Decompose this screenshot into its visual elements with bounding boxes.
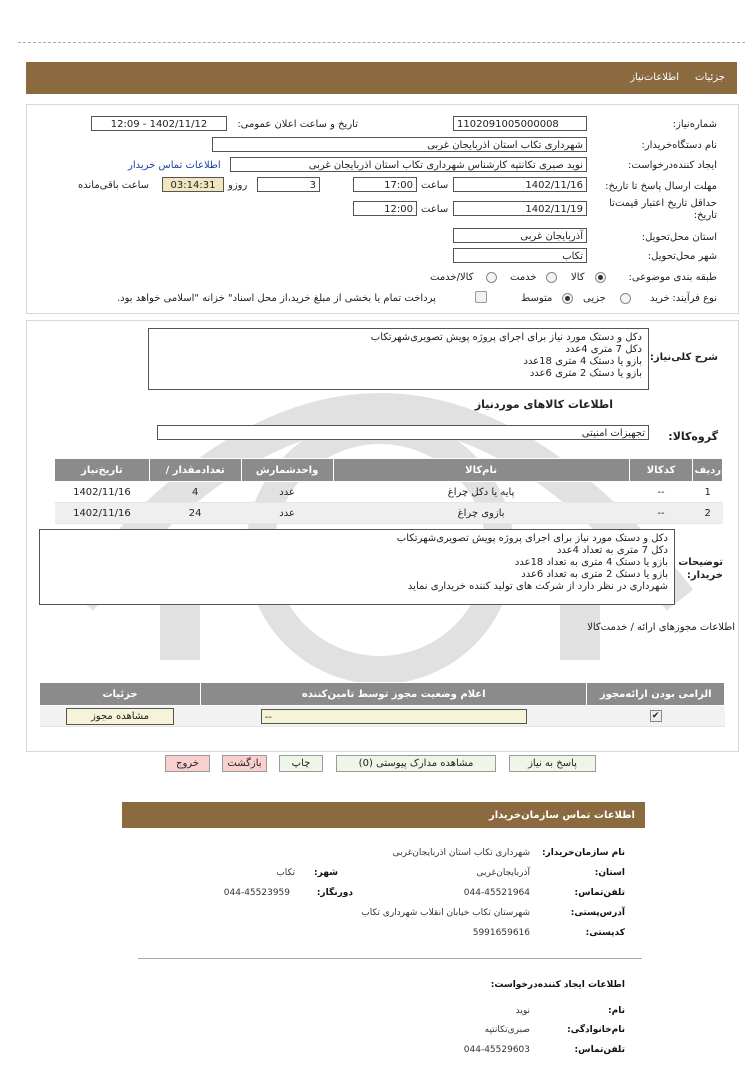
contact-province-label: استان:	[594, 868, 625, 878]
attachments-button[interactable]: مشاهده مدارک پیوستی (0)	[336, 755, 496, 772]
announce-label: تاریخ و ساعت اعلان عمومی:	[237, 119, 358, 130]
col-code: کدکالا	[629, 459, 693, 482]
process-medium-radio[interactable]	[562, 293, 573, 304]
fax-label: دورنگار:	[316, 888, 353, 898]
org-label: نام سازمان‌خریدار:	[541, 848, 625, 858]
contact-header	[122, 802, 645, 828]
contact-city-label: شهر:	[314, 868, 338, 878]
category-goods-label: کالا	[571, 272, 585, 283]
header-bar	[26, 62, 737, 94]
table-row	[40, 706, 725, 727]
category-both-radio[interactable]	[486, 272, 497, 283]
group-label: گروه‌کالا:	[668, 430, 718, 443]
cell-unit: عدد	[241, 482, 333, 503]
deadline-label: مهلت ارسال پاسخ تا تاریخ:	[605, 181, 717, 192]
address-label: آدرس‌پستی:	[570, 908, 625, 918]
notes-line: شهرداری در نظر دارد از شرکت های تولید کننده خریداری نماید	[407, 581, 668, 592]
need-number-label: شماره‌نیاز:	[672, 119, 717, 130]
goods-table	[54, 458, 723, 524]
notes-line: دکل و دستک مورد نیاز برای اجرای پروژه پویش تصویری‌شهرتکاب	[396, 533, 668, 544]
category-service-label: خدمت	[510, 272, 537, 283]
print-button[interactable]: چاپ	[279, 755, 323, 772]
permit-status-field: --	[261, 709, 527, 724]
cell-qty: 24	[149, 503, 241, 524]
contact-divider	[138, 958, 642, 959]
contact-province-value: آذربایجان‌غربی	[476, 868, 530, 878]
back-button[interactable]: بازگشت	[222, 755, 267, 772]
phone-value: 044-45521964	[463, 888, 530, 898]
buyer-notes-box	[39, 529, 675, 605]
remaining-label: ساعت باقی‌مانده	[78, 180, 150, 191]
col-permit-details: جزئیات	[40, 683, 201, 706]
summary-box	[148, 328, 649, 390]
cell-name: پایه یا دکل چراغ	[333, 482, 629, 503]
notes-line: بازو یا دستک 4 متری به تعداد 18عدد	[514, 557, 668, 568]
buyer-contact-link[interactable]: اطلاعات تماس خریدار	[128, 160, 221, 171]
summary-line: دکل 7 متری 4عدد	[565, 344, 642, 355]
cell-name: بازوی چراغ	[333, 503, 629, 524]
postal-label: کدپستی:	[585, 928, 625, 938]
summary-line: دکل و دستک مورد نیاز برای اجرای پروژه پویش تصویری‌شهرتکاب	[370, 332, 642, 343]
col-qty: تعدادمقدار /	[149, 459, 241, 482]
process-partial-radio[interactable]	[620, 293, 631, 304]
address-value: شهرستان تکاب خیابان انقلاب شهرداری تکاب	[361, 908, 530, 918]
deadline-date-field: 1402/11/16	[453, 177, 587, 192]
top-divider	[18, 42, 745, 43]
requester-label: ایجاد کننده‌درخواست:	[628, 160, 717, 171]
announce-field: 1402/11/12 - 12:09	[91, 116, 227, 131]
validity-time-field: 12:00	[353, 201, 417, 216]
province-field: آذربایجان غربی	[453, 228, 587, 243]
org-value: شهرداری تکاب استان اذربایجان‌غربی	[392, 848, 530, 858]
exit-button[interactable]: خروج	[165, 755, 210, 772]
fax-value: 044-45523959	[223, 888, 290, 898]
summary-line: بازو یا دستک 2 متری 6عدد	[529, 368, 642, 379]
requester-field: نوید صبری تکانتپه کارشناس شهرداری تکاب استان اذربایجان غربی	[230, 157, 587, 172]
days-label: روزو	[228, 180, 248, 191]
payment-note: پرداخت تمام یا بخشی از مبلغ خرید،از محل اسناد" خزانه "اسلامی خواهد بود.	[117, 293, 436, 304]
tab-need-info[interactable]: اطلاعات‌نیاز	[630, 72, 679, 83]
permit-status-cell	[201, 706, 587, 727]
table-row	[55, 482, 723, 503]
process-buy-label: خرید	[650, 293, 670, 304]
col-name: نام‌کالا	[333, 459, 629, 482]
process-medium-label: متوسط	[521, 293, 553, 304]
tab-details[interactable]: جزئیات	[695, 72, 725, 83]
family-value: صبری‌تکانتپه	[484, 1025, 530, 1035]
notes-line: بازو یا دستک 2 متری به تعداد 6عدد	[521, 569, 668, 580]
payment-checkbox[interactable]	[475, 291, 487, 303]
creator-phone-label: تلفن‌تماس:	[574, 1045, 625, 1055]
col-unit: واحدشمارش	[241, 459, 333, 482]
col-row: ردیف	[693, 459, 723, 482]
creator-title: اطلاعات ایجاد کننده‌درخواست:	[490, 980, 625, 990]
contact-title: اطلاعات تماس سازمان‌خریدار	[488, 810, 635, 821]
validity-date-field: 1402/11/19	[453, 201, 587, 216]
validity-hour-label: ساعت	[421, 204, 449, 215]
group-field: تجهیزات امنیتی	[157, 425, 649, 440]
deadline-hour-label: ساعت	[421, 180, 449, 191]
goods-info-title: اطلاعات کالاهای موردنیاز	[474, 398, 613, 411]
validity-label: حداقل تاریخ اعتبار قیمت‌تا تاریخ:	[609, 198, 717, 221]
need-number-field: 1102091005000008	[453, 116, 587, 131]
province-label: استان محل‌تحویل:	[641, 232, 717, 243]
permits-table	[39, 682, 725, 727]
buyer-org-label: نام دستگاه‌خریدار:	[641, 140, 717, 151]
family-label: نام‌خانوادگی:	[567, 1025, 625, 1035]
col-permit-required: الزامی بودن ارائه‌مجوز	[587, 683, 725, 706]
name-value: نوید	[515, 1006, 530, 1016]
notes-line: دکل 7 متری به تعداد 4عدد	[556, 545, 668, 556]
buyer-notes-label: توضیحات خریدار:	[678, 557, 723, 581]
view-permit-button[interactable]: مشاهده مجوز	[66, 708, 174, 725]
permit-details-cell	[40, 706, 201, 727]
permit-required-checkbox[interactable]: ✔	[650, 710, 662, 722]
category-label: طبقه بندی موضوعی:	[628, 272, 717, 283]
cell-code: --	[629, 503, 693, 524]
summary-line: بازو یا دستک 4 متری 18عدد	[523, 356, 642, 367]
reply-button[interactable]: پاسخ به نیاز	[509, 755, 596, 772]
cell-qty: 4	[149, 482, 241, 503]
postal-value: 5991659616	[472, 928, 530, 938]
cell-date: 1402/11/16	[55, 503, 150, 524]
cell-row: 2	[693, 503, 723, 524]
permit-required-cell	[587, 706, 725, 727]
col-permit-status: اعلام وضعیت مجوز توسط تامین‌کننده	[201, 683, 587, 706]
summary-label: شرح کلی‌نیاز:	[649, 352, 718, 363]
cell-row: 1	[693, 482, 723, 503]
table-row	[55, 503, 723, 524]
cell-unit: عدد	[241, 503, 333, 524]
creator-phone-value: 044-45529603	[463, 1045, 530, 1055]
days-field: 3	[257, 177, 320, 192]
permits-title: اطلاعات مجوزهای ارائه / خدمت‌کالا	[587, 622, 735, 633]
process-label: نوع فرآیند:	[672, 293, 717, 304]
buyer-org-field: شهرداری تکاب استان اذربایجان غربی	[212, 137, 587, 152]
phone-label: تلفن‌تماس:	[574, 888, 625, 898]
contact-city-value: تکاب	[276, 868, 295, 878]
city-field: تکاب	[453, 248, 587, 263]
deadline-time-field: 17:00	[353, 177, 417, 192]
name-label: نام:	[608, 1006, 625, 1016]
process-partial-label: جزیی	[583, 293, 606, 304]
remaining-time: 03:14:31	[162, 177, 224, 192]
cell-code: --	[629, 482, 693, 503]
category-goods-radio[interactable]	[595, 272, 606, 283]
category-both-label: کالا/خدمت	[430, 272, 474, 283]
category-service-radio[interactable]	[546, 272, 557, 283]
city-label: شهر محل‌تحویل:	[647, 251, 717, 262]
cell-date: 1402/11/16	[55, 482, 150, 503]
col-date: تاریخ‌نیاز	[55, 459, 150, 482]
